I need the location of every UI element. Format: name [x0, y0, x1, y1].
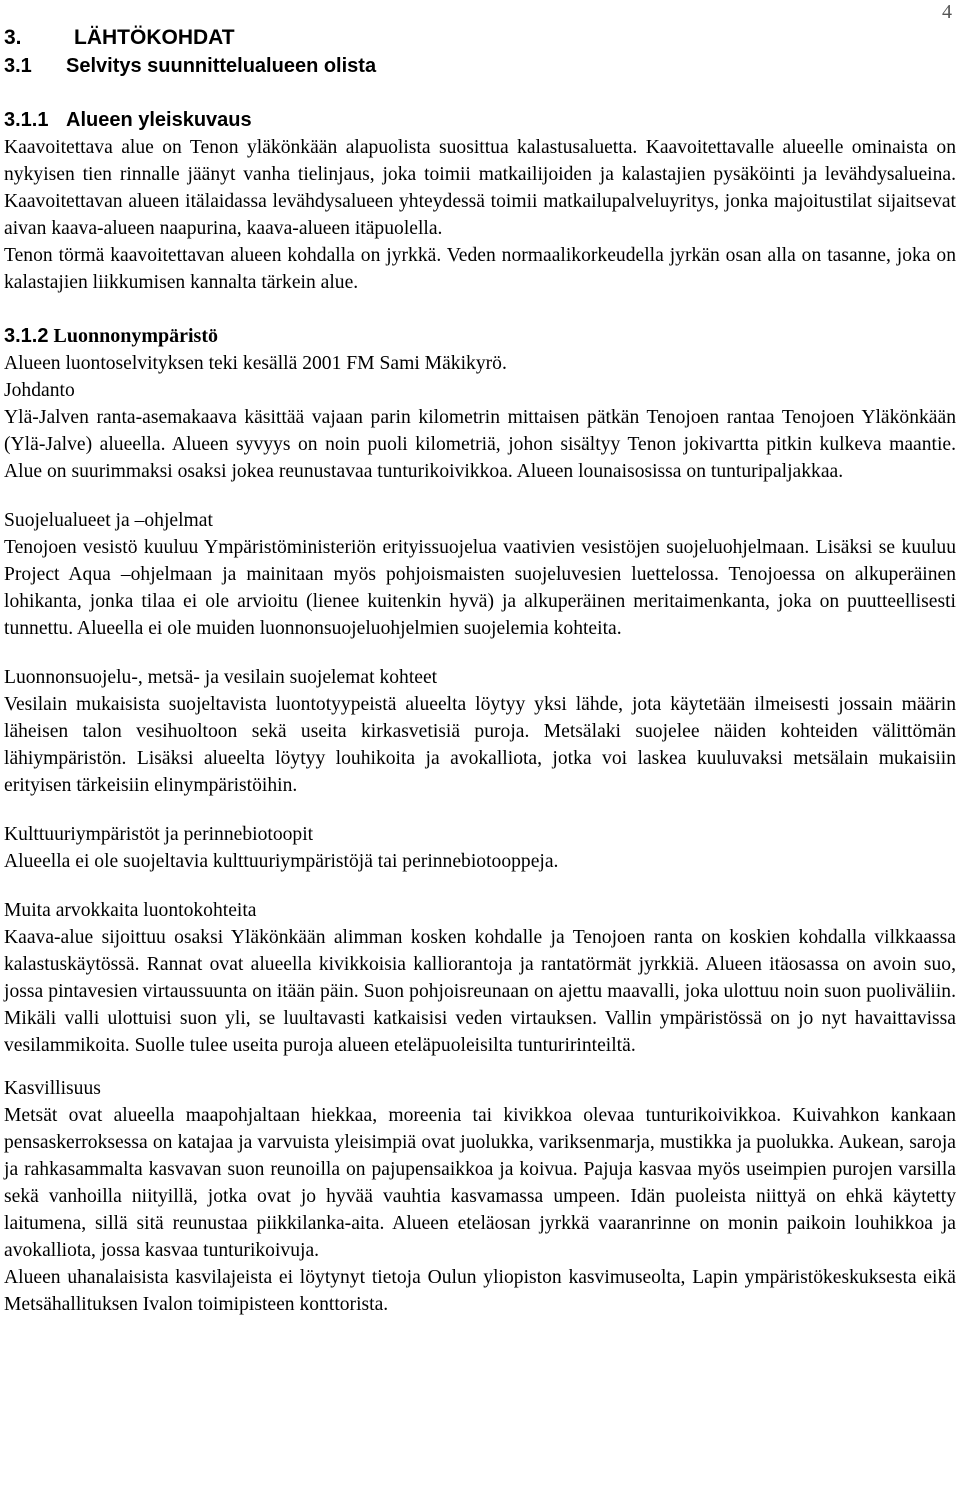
section-1-paragraph-1: Kaavoitettava alue on Tenon yläkönkään alapuolista suosittua kalastusaluetta. Kaavoitettavalle alueelle ominaista on nykyisen tien rinnalle jäänyt vanha tielinjaus, joka toimii matkailijoiden ja kalastajien pysäköinti ja levähdysalueina. Kaavoitettavan alueen itälaidassa levähdysalueen yhteydessä toimii matkailupalveluyritys, jonka majoitustilat sijaitsevat aivan kaava-alueen naapurina, kaava-alueen itäpuolella. [4, 137, 956, 239]
subsection-title-kulttuuriymparistot: Kulttuuriympäristöt ja perinnebiotoopit [4, 824, 314, 845]
subsection-title-suojelemat-kohteet: Luonnonsuojelu-, metsä- ja vesilain suojelemat kohteet [4, 667, 438, 688]
section-1-paragraph-2: Tenon törmä kaavoitettavan alueen kohdalla on jyrkkä. Veden normaalikorkeudella jyrkän osan alla on tasanne, joka on kalastajien liikkumisen kannalta tärkein alue. [4, 245, 956, 293]
subsection-text-kulttuuriymparistot: Alueella ei ole suojeltavia kulttuuriympäristöjä tai perinnebiotooppeja. [4, 851, 559, 872]
heading-1 [4, 24, 956, 52]
heading-1-title: LÄHTÖKOHDAT [74, 26, 235, 49]
page-number: 4 [942, 1, 952, 23]
heading-2 [4, 52, 956, 80]
section-1-title: Alueen yleiskuvaus [66, 109, 252, 131]
section-2-title: Luonnonympäristö [53, 325, 218, 347]
section-1-number: 3.1.1 [4, 109, 49, 131]
subsection-title-kasvillisuus: Kasvillisuus [4, 1078, 101, 1099]
spacer [4, 1059, 956, 1075]
section-2-number: 3.1.2 [4, 325, 49, 347]
heading-1-number: 3. [4, 26, 22, 49]
subsection-text-kasvillisuus-2: Alueen uhanalaisista kasvilajeista ei löytynyt tietoja Oulun yliopiston kasvimuseolta, Lapin ympäristökeskuksesta eikä Metsähallituksen Ivalon toimipisteen konttorista. [4, 1267, 956, 1315]
spacer [4, 875, 956, 897]
spacer [4, 80, 956, 107]
subsection-title-johdanto: Johdanto [4, 380, 75, 401]
subsection-text-suojelemat-kohteet: Vesilain mukaisista suojeltavista luontotyypeistä alueelta löytyy yksi lähde, jota käytetään ilmeisesti jossain määrin läheisen talon vesihuoltoon sekä useita kirkasvetisiä puroja. Metsälaki suojelee näiden kohteiden välittömän lähiympäristön. Lisäksi alueelta löytyy louhikoita ja avokalliota, jotka voi laskea kuuluvaksi metsälain mukaisiin erityisen tärkeisiin elinympäristöihin. [4, 694, 956, 796]
spacer [4, 799, 956, 821]
spacer [4, 642, 956, 664]
subsection-title-suojelualueet: Suojelualueet ja –ohjelmat [4, 510, 213, 531]
section-2-intro: Alueen luontoselvityksen teki kesällä 2001 FM Sami Mäkikyrö. [4, 353, 507, 374]
section-1-heading [4, 107, 956, 134]
subsection-text-kasvillisuus: Metsät ovat alueella maapohjaltaan hiekkaa, moreenia tai kivikkoa olevaa tunturikoivikkoa. Kuivahkon kankaan pensaskerroksessa on katajaa ja varvuista yleisimpiä ovat juolukka, variksenmarja, mustikka ja puolukka. Aukean, saroja ja rahkasammalta kasvavan suon reunoilla on pajupensaikkoa ja koivua. Pajuja kasvaa myös useimpien purojen varsilla sekä vanhoilla niityillä, jotka ovat jo hyvää vauhtia kasvamassa umpeen. Idän puoleista niittyä on ehkä käytetty laitumena, sillä sitä reunustaa piikkilanka-aita. Alueen eteläosan jyrkkä vaaranrinne on monin paikoin louhikkoa ja avokalliota, jossa kasvaa tunturikoivuja. [4, 1105, 956, 1261]
spacer [4, 296, 956, 323]
heading-2-title: Selvitys suunnittelualueen olista [66, 55, 377, 77]
subsection-text-arvokkaat-kohteet: Kaava-alue sijoittuu osaksi Yläkönkään alimman kosken kohdalle ja Tenojoen ranta on koskien kohdalla vilkkaassa kalastuskäytössä. Rannat ovat alueella kivikkoisia kalliorantoja ja rantatörmät jyrkkiä. Alueen itäosassa on avoin suo, jossa pintavesien virtaussuunta on itään päin. Suon pohjoisreunaan on ajettu maavalli, joka ulottuu noin suon puoliväliin. Mikäli valli ulottuisi suon yli, se luultavasti katkaisisi veden virtauksen. Vallin ympäristössä on jo nyt havaittavissa vesilammikoita. Suolle tulee useita puroja alueen eteläpuoleisilta tunturirinteiltä. [4, 927, 956, 1056]
subsection-text-johdanto: Ylä-Jalven ranta-asemakaava käsittää vajaan parin kilometrin mittaisen pätkän Tenojoen rantaa Tenojoen Yläkönkään (Ylä-Jalve) alueella. Alueen syvyys on noin puoli kilometriä, johon sisältyy Tenon jokivartta pitkin kulkeva maantie. Alue on suurimmaksi osaksi jokea reunustavaa tunturikoivikkoa. Alueen lounaisosissa on tunturipaljakkaa. [4, 407, 956, 482]
subsection-title-arvokkaat-kohteet: Muita arvokkaita luontokohteita [4, 900, 257, 921]
section-2-heading [4, 323, 956, 350]
document-body [4, 24, 956, 1318]
spacer [4, 485, 956, 507]
heading-2-number: 3.1 [4, 55, 32, 77]
subsection-text-suojelualueet: Tenojoen vesistö kuuluu Ympäristöministeriön erityissuojelua vaativien vesistöjen suojeluohjelmaan. Lisäksi se kuuluu Project Aqua –ohjelmaan ja mainitaan myös pohjoismaisten suojeluvesien luettelossa. Tenojoessa on alkuperäinen lohikanta, jonka tilaa ei ole arvioitu (lienee kuitenkin hyvä) ja alkuperäinen meritaimenkanta, joka on puutteellisesti tunnettu. Alueella ei ole muiden luonnonsuojeluohjelmien suojelemia kohteita. [4, 537, 956, 639]
